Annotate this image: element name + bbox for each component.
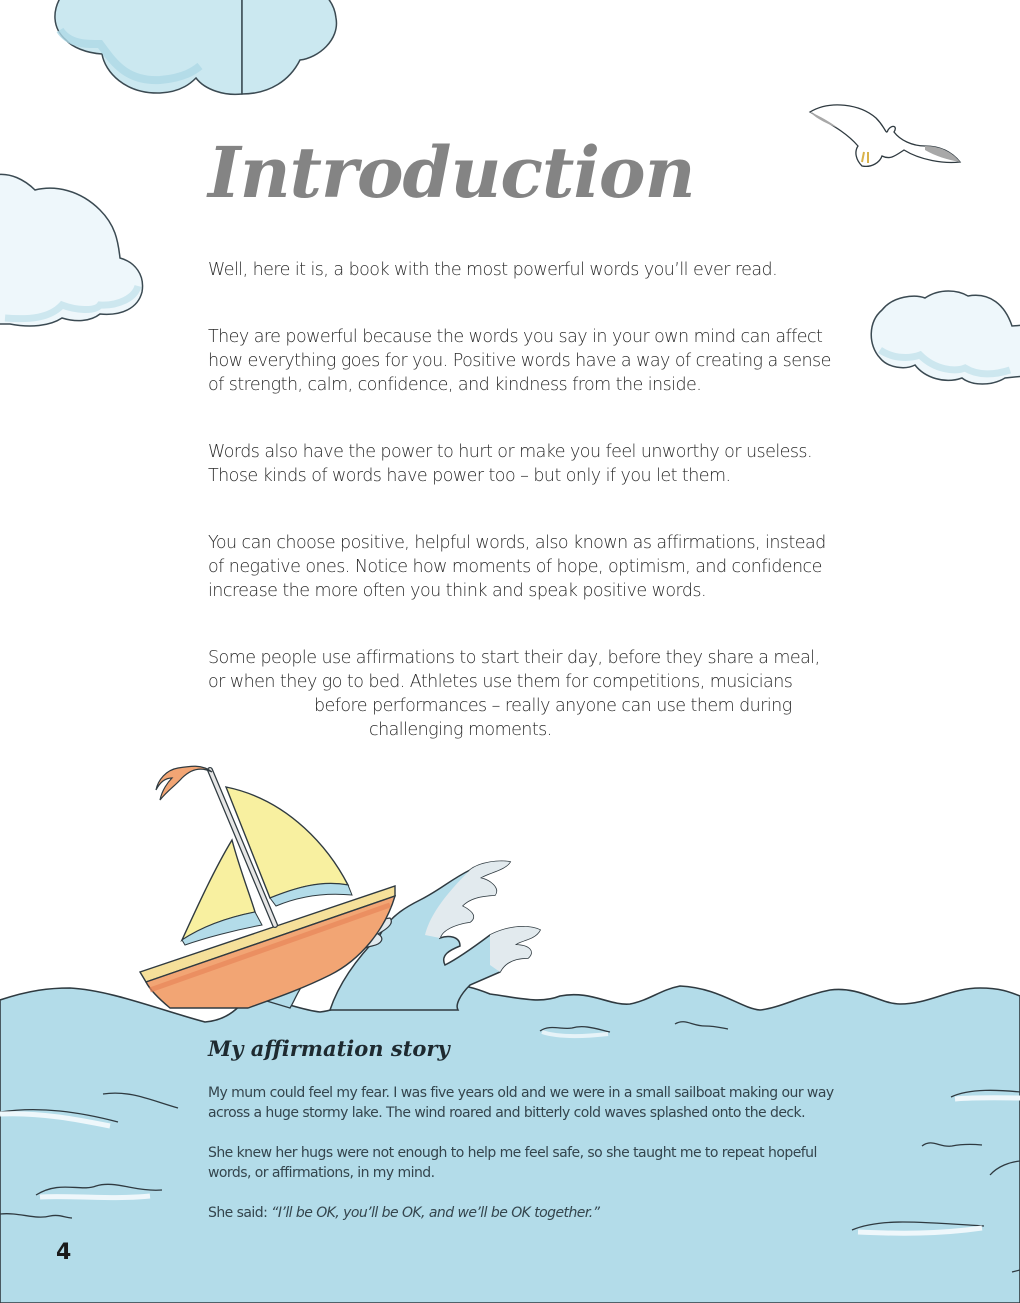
cloud-left (0, 174, 143, 326)
text-line: Those kinds of words have power too – but only if you let them. (208, 466, 731, 486)
cloud-right (871, 291, 1020, 384)
text-line: Well, here it is, a book with the most powerful words you’ll ever read. (208, 260, 778, 280)
cloud-top-left (55, 0, 337, 94)
affirmation-quote: “I’ll be OK, you’ll be OK, and we’ll be OK together.” (271, 1205, 600, 1221)
text-line: Some people use affirmations to start their day, before they share a meal, (208, 648, 820, 668)
quote-lead: She said: (208, 1205, 272, 1221)
text-line: words, or affirmations, in my mind. (208, 1164, 435, 1181)
text-line: challenging moments. (369, 720, 552, 740)
story-paragraph-1 (208, 1084, 834, 1123)
text-line: of strength, calm, confidence, and kindness from the inside. (208, 375, 702, 395)
text-line: She knew her hugs were not enough to help me feel safe, so she taught me to repeat hopeful (208, 1145, 817, 1161)
intro-paragraph-3 (208, 440, 812, 488)
intro-paragraph-2 (208, 325, 831, 397)
intro-paragraph-5 (208, 646, 820, 742)
intro-paragraph-4 (208, 531, 826, 603)
text-line: increase the more often you think and speak positive words. (208, 581, 707, 601)
text-line: They are powerful because the words you say in your own mind can affect (208, 327, 823, 347)
seagull-illustration (810, 105, 960, 166)
text-line: of negative ones. Notice how moments of hope, optimism, and confidence (208, 557, 822, 577)
text-line: My mum could feel my fear. I was five years old and we were in a small sailboat making our way (208, 1085, 834, 1101)
text-line: across a huge stormy lake. The wind roared and bitterly cold waves splashed onto the deck. (208, 1104, 805, 1121)
text-line: You can choose positive, helpful words, also known as affirmations, instead (208, 533, 826, 553)
page-number: 4 (56, 1240, 72, 1265)
page-title: Introduction (208, 131, 695, 214)
story-heading: My affirmation story (208, 1036, 450, 1061)
text-line: or when they go to bed. Athletes use them for competitions, musicians (208, 672, 793, 692)
text-line: Words also have the power to hurt or make you feel unworthy or useless. (208, 442, 812, 462)
intro-paragraph-1 (208, 258, 777, 282)
text-line: before performances – really anyone can use them during (314, 696, 792, 716)
story-quote-paragraph (208, 1204, 599, 1224)
text-line: how everything goes for you. Positive words have a way of creating a sense (208, 351, 831, 371)
story-paragraph-2 (208, 1144, 817, 1183)
